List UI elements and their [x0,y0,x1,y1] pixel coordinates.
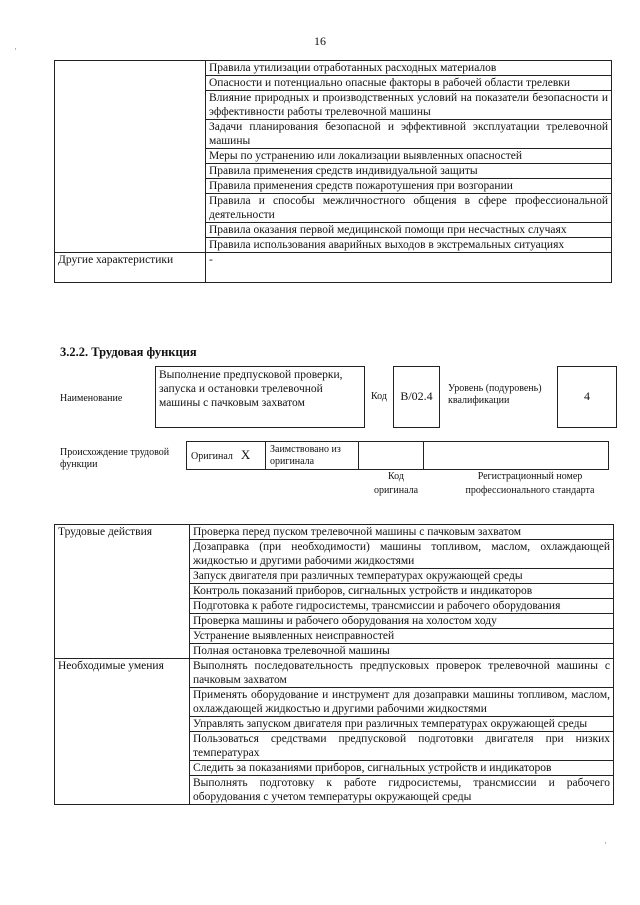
skill-item: Применять оборудование и инструмент для дозаправки машины топливом, маслом, охлаждающей жидкостью и другими рабочими жидкостями [190,688,614,717]
function-code-box: B/02.4 [393,366,440,428]
knowledge-label-cell [55,61,206,253]
skill-item: Пользоваться средствами предпусковой подготовки двигателя при низких температурах [190,732,614,761]
knowledge-item: Правила утилизации отработанных расходных материалов [206,61,612,76]
knowledge-item: Влияние природных и производственных условий на показатели безопасности и эффективности работы трелевочной машины [206,91,612,120]
labor-actions-label: Трудовые действия [55,525,190,659]
name-label: Наименование [60,393,123,404]
labor-action-item: Полная остановка трелевочной машины [190,644,614,659]
knowledge-item: Опасности и потенциально опасные факторы в рабочей области трелевки [206,76,612,91]
origin-label: Происхождение трудовой функции [60,447,170,470]
knowledge-item: Правила и способы межличностного общения в сфере профессиональной деятельности [206,194,612,223]
labor-action-item: Проверка машины и рабочего оборудования на холостом ходу [190,614,614,629]
origin-table [186,441,609,470]
knowledge-item: Задачи планирования безопасной и эффективной эксплуатации трелевочной машины [206,120,612,149]
knowledge-item: Правила применения средств пожаротушения при возгорании [206,179,612,194]
section-heading: 3.2.2. Трудовая функция [60,345,197,359]
code-original-label: Код оригинала [373,471,419,496]
level-value-box: 4 [557,366,617,428]
page-number: 16 [314,34,326,48]
knowledge-item: Правила оказания первой медицинской помощи при несчастных случаях [206,223,612,238]
skill-item: Следить за показаниями приборов, сигнальных устройств и индикаторов [190,761,614,776]
scan-speck: · [604,838,607,848]
labor-action-item: Устранение выявленных неисправностей [190,629,614,644]
origin-mark: X [240,446,251,462]
labor-action-item: Запуск двигателя при различных температурах окружающей среды [190,569,614,584]
level-label-text: Уровень (подуровень) квалификации [448,383,542,406]
function-name-box: Выполнение предпусковой проверки, запуска и остановки трелевочной машины с пачковым захватом [155,366,365,428]
skills-label: Необходимые умения [55,659,190,805]
skill-item: Выполнять подготовку к работе гидросистемы, трансмиссии и рабочего оборудования с учетом температуры окружающей среды [190,776,614,805]
knowledge-item: Правила применения средств индивидуальной защиты [206,164,612,179]
level-label [448,383,556,407]
code-label: Код [371,391,387,402]
labor-action-item: Подготовка к работе гидросистемы, трансмиссии и рабочего оборудования [190,599,614,614]
labor-action-item: Проверка перед пуском трелевочной машины с пачковым захватом [190,525,614,540]
origin-original-cell [187,442,266,470]
code-original-cell [359,442,424,470]
skill-item: Управлять запуском двигателя при различных температурах окружающей среды [190,717,614,732]
other-characteristics-label: Другие характеристики [55,253,206,283]
scan-speck: · [14,44,17,54]
knowledge-item: Меры по устранению или локализации выявленных опасностей [206,149,612,164]
labor-action-item: Дозаправка (при необходимости) машины топливом, маслом, охлаждающей жидкостью и другими рабочими жидкостями [190,540,614,569]
labor-action-item: Контроль показаний приборов, сигнальных устройств и индикаторов [190,584,614,599]
reg-number-cell [424,442,609,470]
other-characteristics-value: - [206,253,612,283]
knowledge-item: Правила использования аварийных выходов в экстремальных ситуациях [206,238,612,253]
skill-item: Выполнять последовательность предпусковых проверок трелевочной машины с пачковым захватом [190,659,614,688]
knowledge-table [54,60,612,283]
reg-number-label: Регистрационный номер профессионального стандарта [465,471,595,496]
actions-table [54,524,614,805]
origin-original-label: Оригинал [191,450,233,462]
origin-borrowed-cell: Заимствовано из оригинала [266,442,359,470]
